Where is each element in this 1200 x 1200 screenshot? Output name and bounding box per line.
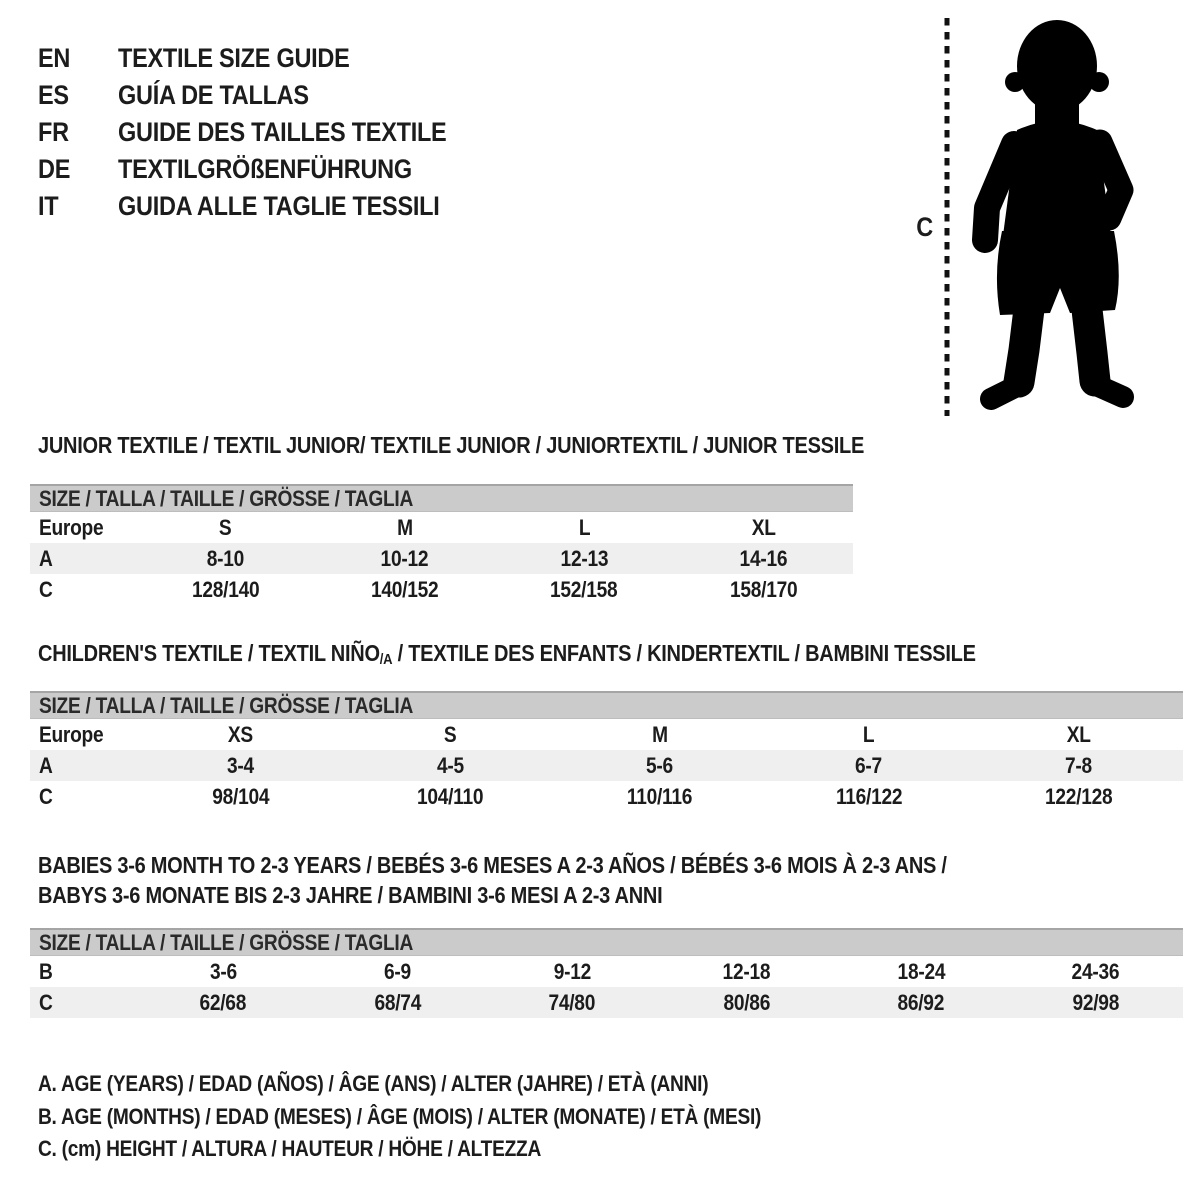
size-cell-text: 74/80 xyxy=(548,989,596,1015)
size-cell xyxy=(136,753,345,779)
table-row-height xyxy=(30,574,853,605)
table-row-age xyxy=(30,750,1183,781)
size-cell-text: 8-10 xyxy=(206,545,245,571)
size-cell xyxy=(555,722,764,748)
footnote-c xyxy=(38,1133,869,1166)
footnote-legend xyxy=(38,1068,869,1166)
size-cell xyxy=(674,577,853,603)
size-cell-text: 68/74 xyxy=(374,989,422,1015)
size-cell-text: 140/152 xyxy=(371,576,439,602)
size-cell-text: 5-6 xyxy=(646,752,673,778)
size-cell xyxy=(136,784,345,810)
table-row-height xyxy=(30,987,1183,1018)
size-cell xyxy=(674,546,853,572)
babies-size-table xyxy=(30,928,1183,1018)
size-cell-text: 98/104 xyxy=(212,783,270,809)
size-cell-text: 104/110 xyxy=(416,783,484,809)
size-header-text: SIZE / TALLA / TAILLE / GRÖSSE / TAGLIA xyxy=(39,692,414,718)
size-cell-text: 3-4 xyxy=(227,752,255,778)
row-label xyxy=(30,990,136,1016)
children-section-title-text xyxy=(38,640,976,670)
table-row-age xyxy=(30,543,853,574)
row-label xyxy=(30,546,136,572)
row-label-text: A xyxy=(39,752,53,778)
children-size-table xyxy=(30,691,1183,812)
size-cell xyxy=(1009,990,1184,1016)
table-row-months xyxy=(30,956,1183,987)
size-cell xyxy=(1009,959,1184,985)
size-cell-text: S xyxy=(443,721,457,747)
size-cell xyxy=(485,959,660,985)
size-cell xyxy=(136,546,315,572)
footnote-b-text: B. AGE (MONTHS) / EDAD (MESES) / ÂGE (MOIS) / ALTER (MONATE) / ETÀ (MESI) xyxy=(38,1103,762,1129)
language-title: TEXTILGRÖßENFÜHRUNG xyxy=(118,154,412,184)
size-cell-text: 12-18 xyxy=(722,958,771,984)
language-code xyxy=(38,117,118,148)
language-row-fr xyxy=(38,114,496,151)
size-cell xyxy=(495,577,674,603)
height-dimension-dotted-line xyxy=(943,16,951,418)
size-cell-text: 80/86 xyxy=(723,989,771,1015)
footnote-a-text: A. AGE (YEARS) / EDAD (AÑOS) / ÂGE (ANS) / ALTER (JAHRE) / ETÀ (ANNI) xyxy=(38,1071,709,1097)
size-cell xyxy=(764,753,973,779)
size-cell-text: M xyxy=(651,721,668,747)
language-row-en xyxy=(38,40,496,77)
language-code-text: ES xyxy=(38,80,69,110)
size-cell-text: 92/98 xyxy=(1072,989,1120,1015)
size-cell-text: 18-24 xyxy=(897,958,946,984)
size-cell xyxy=(345,753,554,779)
size-cell xyxy=(764,784,973,810)
size-cell xyxy=(136,515,315,541)
language-code-text: DE xyxy=(38,154,71,184)
language-code-text: IT xyxy=(38,191,59,221)
size-cell xyxy=(495,515,674,541)
size-header-text: SIZE / TALLA / TAILLE / GRÖSSE / TAGLIA xyxy=(39,929,414,955)
size-cell-text: 110/116 xyxy=(626,783,693,809)
table-row-europe xyxy=(30,719,1183,750)
junior-size-table xyxy=(30,484,853,605)
junior-section-title-text: JUNIOR TEXTILE / TEXTIL JUNIOR/ TEXTILE JUNIOR / JUNIORTEXTIL / JUNIOR TESSILE xyxy=(38,432,865,458)
size-cell-text: M xyxy=(397,514,413,540)
language-code xyxy=(38,80,118,111)
size-cell xyxy=(311,990,486,1016)
language-title-list xyxy=(38,40,496,225)
row-label-text: Europe xyxy=(39,514,104,540)
size-cell xyxy=(764,722,973,748)
height-dimension-label-text: C xyxy=(916,211,934,242)
children-section-title xyxy=(38,640,1116,667)
babies-table-header xyxy=(30,928,1183,956)
size-cell-text: 116/122 xyxy=(835,783,903,809)
row-label xyxy=(30,753,136,779)
size-cell xyxy=(315,546,494,572)
table-row-europe xyxy=(30,512,853,543)
footnote-a xyxy=(38,1068,869,1101)
children-title-pre: CHILDREN'S TEXTILE / TEXTIL NIÑO xyxy=(38,640,380,666)
size-cell xyxy=(136,577,315,603)
footnote-b xyxy=(38,1101,869,1134)
size-cell-text: 7-8 xyxy=(1064,752,1092,778)
size-cell-text: 24-36 xyxy=(1071,958,1120,984)
language-title: GUÍA DE TALLAS xyxy=(118,80,309,110)
size-cell-text: XL xyxy=(1066,721,1091,747)
row-label-text: C xyxy=(39,989,53,1015)
size-cell xyxy=(315,515,494,541)
language-row-de xyxy=(38,151,496,188)
junior-table-header xyxy=(30,484,853,512)
size-cell xyxy=(315,577,494,603)
language-code xyxy=(38,154,118,185)
size-cell-text: 14-16 xyxy=(739,545,788,571)
row-label xyxy=(30,959,136,985)
row-label xyxy=(30,515,136,541)
size-cell xyxy=(136,990,311,1016)
row-label xyxy=(30,722,136,748)
size-cell xyxy=(495,546,674,572)
size-cell xyxy=(834,959,1009,985)
size-cell xyxy=(974,784,1183,810)
row-label-text: B xyxy=(39,958,53,984)
babies-section-title xyxy=(38,850,1083,908)
row-label xyxy=(30,577,136,603)
language-title: TEXTILE SIZE GUIDE xyxy=(118,43,350,73)
children-title-post: / TEXTILE DES ENFANTS / KINDERTEXTIL / BAMBINI TESSILE xyxy=(392,640,976,666)
size-cell-text: 12-13 xyxy=(560,545,608,571)
size-cell-text: 86/92 xyxy=(897,989,945,1015)
baby-silhouette-icon xyxy=(972,18,1147,418)
size-cell xyxy=(485,990,660,1016)
size-cell-text: 9-12 xyxy=(553,958,591,984)
children-title-sub: /A xyxy=(379,651,393,668)
size-cell-text: 152/158 xyxy=(550,576,618,602)
footnote-c-text: C. (cm) HEIGHT / ALTURA / HAUTEUR / HÖHE / ALTEZZA xyxy=(38,1136,542,1162)
size-cell-text: 4-5 xyxy=(436,752,464,778)
size-cell-text: L xyxy=(863,721,875,747)
size-cell-text: 158/170 xyxy=(729,576,798,602)
babies-section-title-line2: BABYS 3-6 MONATE BIS 2-3 JAHRE / BAMBINI 3-6 MESI A 2-3 ANNI xyxy=(38,882,663,908)
language-row-it xyxy=(38,188,496,225)
language-code-text: EN xyxy=(38,43,71,73)
size-cell-text: 128/140 xyxy=(191,576,260,602)
children-table-header xyxy=(30,691,1183,719)
language-title: GUIDE DES TAILLES TEXTILE xyxy=(118,117,447,147)
size-cell-text: 3-6 xyxy=(209,958,237,984)
size-cell xyxy=(555,784,764,810)
size-cell xyxy=(974,722,1183,748)
size-cell xyxy=(660,959,835,985)
height-dimension-label xyxy=(908,210,942,244)
size-cell xyxy=(345,722,554,748)
size-cell-text: XL xyxy=(751,514,776,540)
size-cell xyxy=(974,753,1183,779)
size-cell-text: XS xyxy=(228,721,254,747)
language-code-text: FR xyxy=(38,117,69,147)
row-label-text: Europe xyxy=(39,721,104,747)
size-cell xyxy=(136,722,345,748)
size-cell-text: L xyxy=(578,514,590,540)
row-label-text: C xyxy=(39,576,53,602)
table-row-height xyxy=(30,781,1183,812)
size-cell-text: 6-7 xyxy=(855,752,883,778)
row-label xyxy=(30,784,136,810)
language-code xyxy=(38,43,118,74)
size-cell-text: 62/68 xyxy=(199,989,247,1015)
size-cell-text: 10-12 xyxy=(381,545,429,571)
language-row-es xyxy=(38,77,496,114)
babies-section-title-line1: BABIES 3-6 MONTH TO 2-3 YEARS / BEBÉS 3-6 MESES A 2-3 AÑOS / BÉBÉS 3-6 MOIS À 2-3 ANS / xyxy=(38,852,947,878)
language-title: GUIDA ALLE TAGLIE TESSILI xyxy=(118,191,440,221)
row-label-text: A xyxy=(39,545,53,571)
row-label-text: C xyxy=(39,783,53,809)
size-cell xyxy=(555,753,764,779)
size-cell xyxy=(311,959,486,985)
size-cell xyxy=(674,515,853,541)
junior-section-title xyxy=(38,432,988,459)
language-code xyxy=(38,191,118,222)
size-cell-text: 122/128 xyxy=(1044,783,1113,809)
size-cell xyxy=(660,990,835,1016)
size-header-text: SIZE / TALLA / TAILLE / GRÖSSE / TAGLIA xyxy=(39,485,414,511)
size-cell-text: S xyxy=(219,514,232,540)
size-cell xyxy=(136,959,311,985)
size-cell-text: 6-9 xyxy=(384,958,412,984)
size-cell xyxy=(345,784,554,810)
size-cell xyxy=(834,990,1009,1016)
